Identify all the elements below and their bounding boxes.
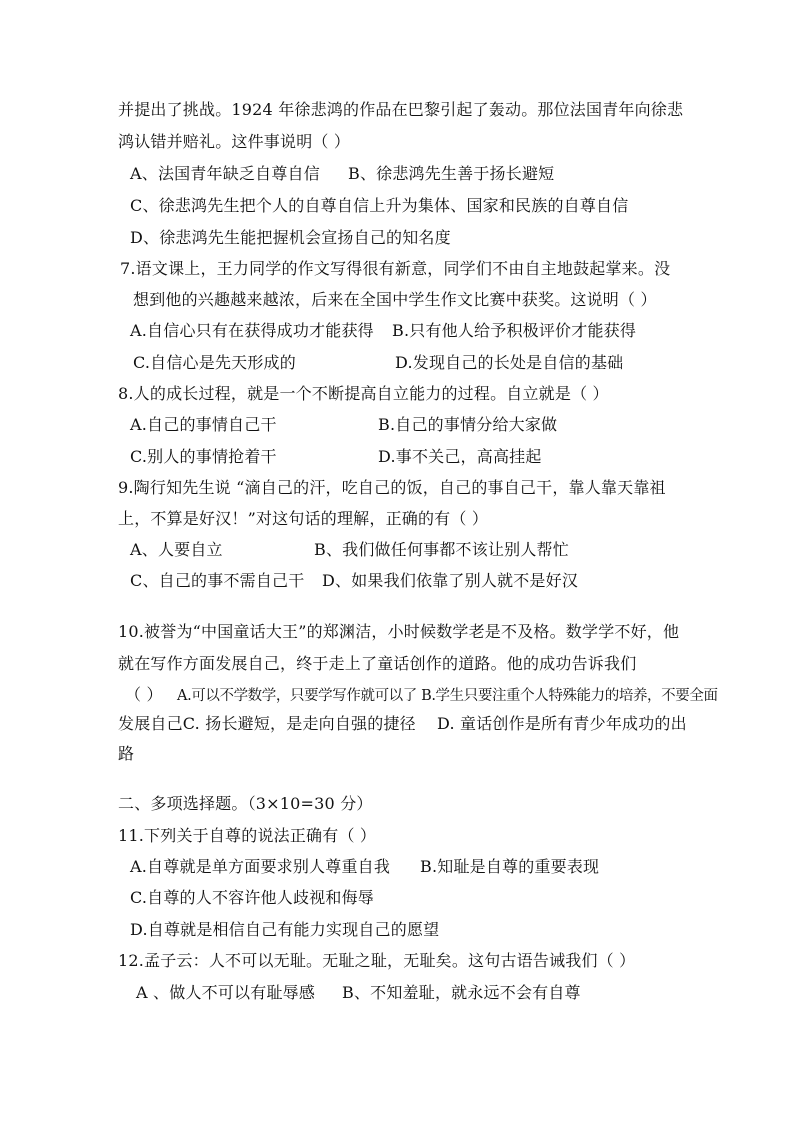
q7-stem-line-1: 7.语文课上，王力同学的作文写得很有新意，同学们不由自主地鼓起掌来。没 [120, 259, 671, 278]
q11-option-b: B.知耻是自尊的重要表现 [420, 857, 600, 876]
section-2-heading: 二、多项选择题。（3×10=30 分） [118, 794, 373, 813]
q9-option-d: D、如果我们依靠了别人就不是好汉 [322, 571, 579, 590]
q12-stem-line-1: 12.孟子云：人不可以无耻。无耻之耻，无耻矣。这句古语告诫我们（ ） [118, 951, 636, 970]
q8-option-d: D.事不关己，高高挂起 [378, 447, 542, 466]
q6-stem-line-2: 鸿认错并赔礼。这件事说明（ ） [118, 132, 351, 151]
q7-option-c: C.自信心是先天形成的 [133, 353, 296, 372]
q7-option-d: D.发现自己的长处是自信的基础 [395, 353, 624, 372]
q8-option-b: B.自己的事情分给大家做 [378, 415, 558, 434]
q9-option-b: B、我们做任何事都不该让别人帮忙 [314, 540, 569, 559]
q9-option-a: A、人要自立 [130, 540, 223, 559]
q6-option-d: D、徐悲鸿先生能把握机会宣扬自己的知名度 [130, 228, 451, 247]
q9-option-c: C、自己的事不需自己干 [130, 571, 305, 590]
q12-option-b: B、不知羞耻，就永远不会有自尊 [342, 983, 581, 1002]
q7-stem-line-2: 想到他的兴趣越来越浓，后来在全国中学生作文比赛中获奖。这说明（ ） [133, 290, 657, 309]
q10-stem-line-1: 10.被誉为“中国童话大王”的郑渊洁，小时候数学老是不及格。数学学不好，他 [118, 622, 680, 641]
q10-options-c: 发展自己C. 扬长避短，是走向自强的捷径 [118, 714, 416, 733]
q6-option-b: B、徐悲鸿先生善于扬长避短 [348, 164, 555, 183]
q7-option-b: B.只有他人给予积极评价才能获得 [392, 321, 637, 340]
q11-option-d: D.自尊就是相信自己有能力实现自己的愿望 [130, 920, 440, 939]
q10-answer-blank: （ ） [125, 685, 163, 704]
q8-stem-line-1: 8.人的成长过程，就是一个不断提高自立能力的过程。自立就是（ ） [118, 384, 609, 403]
q10-options-d-end: 路 [118, 744, 135, 763]
q6-option-a: A、法国青年缺乏自尊自信 [130, 164, 320, 183]
q8-option-a: A.自己的事情自己干 [130, 415, 277, 434]
q6-stem-line-1: 并提出了挑战。1924 年徐悲鸿的作品在巴黎引起了轰动。那位法国青年向徐悲 [118, 100, 684, 119]
q12-option-a: A 、做人不可以有耻辱感 [136, 983, 316, 1002]
q8-option-c: C.别人的事情抢着干 [130, 447, 277, 466]
q7-option-a: A.自信心只有在获得成功才能获得 [130, 321, 374, 340]
q10-options-d: D. 童话创作是所有青少年成功的出 [437, 714, 687, 733]
q11-stem-line-1: 11.下列关于自尊的说法正确有（ ） [118, 826, 377, 845]
q10-options-a-b: A.可以不学数学，只要学写作就可以了 B.学生只要注重个人特殊能力的培养，不要全面 [177, 688, 718, 704]
q11-option-a: A.自尊就是单方面要求别人尊重自我 [130, 857, 391, 876]
q11-option-c: C.自尊的人不容许他人歧视和侮辱 [130, 888, 374, 907]
q9-stem-line-1: 9.陶行知先生说 “滴自己的汗，吃自己的饭，自己的事自己干，靠人靠天靠祖 [118, 478, 666, 497]
q6-option-c: C、徐悲鸿先生把个人的自尊自信上升为集体、国家和民族的自尊自信 [130, 196, 629, 215]
q10-stem-line-2: 就在写作方面发展自己，终于走上了童话创作的道路。他的成功告诉我们 [118, 654, 637, 673]
q9-stem-line-2: 上，不算是好汉！”对这句话的理解，正确的有（ ） [118, 509, 489, 528]
